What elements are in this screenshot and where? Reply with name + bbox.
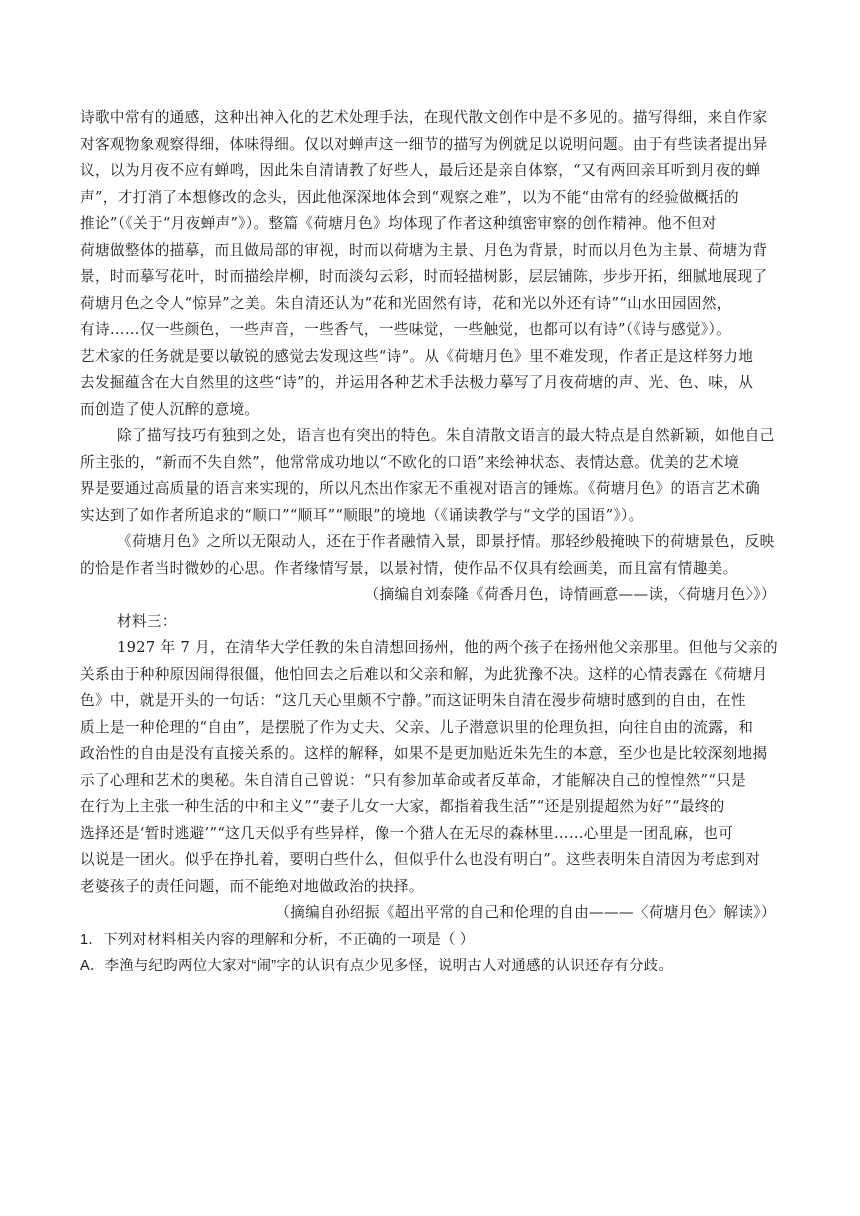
text-line: 以说是一团火。似乎在挣扎着，要明白些什么，但似乎什么也没有明白”。这些表明朱自清因为考虑到对 bbox=[80, 851, 761, 868]
text-line: 选择还是‘暂时逃避’”“这几天似乎有些异样，像一个猎人在无尽的森林里……心里是一团乱麻，也可 bbox=[80, 824, 734, 842]
text-line: 色》中，就是开头的一句话：“这几天心里颇不宁静。”而这证明朱自清在漫步荷塘时感到的自由，在性 bbox=[80, 692, 746, 709]
text-line: 实达到了如作者所追求的“顺口”“顺耳”“顺眼”的境地（《诵读教学与“文学的国语”》）。 bbox=[80, 506, 644, 524]
text-line: 政治性的自由是没有直接关系的。这样的解释，如果不是更加贴近朱先生的本意，至少也是比较深刻地揭 bbox=[80, 745, 768, 762]
text-line: 除了描写技巧有独到之处，语言也有突出的特色。朱自清散文语言的最大特点是自然新颖，如他自己 bbox=[117, 427, 775, 444]
text-line: 议，以为月夜不应有蝉鸣，因此朱自清请教了好些人，最后还是亲自体察，“又有两回亲耳听到月夜的蝉 bbox=[80, 162, 761, 179]
question-option-a: A．李渔与纪昀两位大家对“闹”字的认识有点少见多怪，说明古人对通感的认识还存有分歧。 bbox=[80, 958, 674, 974]
passage-paragraph-1 bbox=[80, 105, 780, 423]
text-line: 诗歌中常有的通感，这种出神入化的艺术处理手法，在现代散文创作中是不多见的。描写得细，来自作家 bbox=[80, 109, 768, 126]
text-line: 而创造了使人沉醉的意境。 bbox=[80, 400, 260, 418]
text-line: 有诗……仅一些颜色，一些声音，一些香气，一些味觉，一些触觉，也都可以有诗”（《诗与感觉》）。 bbox=[80, 321, 732, 338]
text-line: 示了心理和艺术的奥秘。朱自清自己曾说：“只有参加革命或者反革命，才能解决自己的惶惶然”“只是 bbox=[80, 771, 747, 789]
text-line: 质上是一种伦理的“自由”，是摆脱了作为丈夫、父亲、儿子潜意识里的伦理负担，向往自由的流露，和 bbox=[80, 718, 754, 736]
text-line: 去发掘蕴含在大自然里的这些“诗”的，并运用各种艺术手法极力摹写了月夜荷塘的声、光、色、味，从 bbox=[80, 374, 754, 391]
question-stem: 1．下列对材料相关内容的理解和分析，不正确的一项是（ ） bbox=[80, 931, 475, 948]
text-line: 关系由于种种原因闹得很僵，他怕回去之后难以和父亲和解，为此犹豫不决。这样的心情表露在《荷塘月 bbox=[80, 665, 768, 683]
source-citation: （摘编自孙绍振《超出平常的自己和伦理的自由———〈荷塘月色〉解读》） bbox=[275, 904, 776, 921]
text-line: 在行为上主张一种生活的中和主义”“妻子儿女一大家，都指着我生活”“还是别提超然为好”“最终的 bbox=[80, 798, 725, 815]
text-line: 荷塘月色之令人“惊异”之美。朱自清还认为“花和光固然有诗，花和光以外还有诗”“山水田园固然， bbox=[80, 294, 732, 312]
text-line: 艺术家的任务就是要以敏锐的感觉去发现这些“诗”。从《荷塘月色》里不难发现，作者正是这样努力地 bbox=[80, 347, 754, 365]
text-line: 所主张的，“新而不失自然”，他常常成功地以“不欧化的口语”来绘神状态、表情达意。优美的艺术境 bbox=[80, 453, 739, 471]
text-line: 的恰是作者当时微妙的心思。作者缘情写景，以景衬情，使作品不仅具有绘画美，而且富有情趣美。 bbox=[80, 559, 738, 577]
text-line: 《荷塘月色》之所以无限动人，还在于作者融情入景，即景抒情。那轻纱般掩映下的荷塘景色，反映 bbox=[117, 533, 775, 550]
text-line: 推论”（《关于“月夜蝉声”》）。整篇《荷塘月色》均体现了作者这种缜密审察的创作精神。他不但对 bbox=[80, 215, 717, 232]
text-line: 老婆孩子的责任问题，而不能绝对地做政治的抉择。 bbox=[80, 877, 424, 895]
passage-paragraph-2 bbox=[80, 423, 780, 529]
text-line: 景，时而摹写花叶，时而描绘岸柳，时而淡勾云彩，时而轻描树影，层层铺陈，步步开拓，细腻地展现了 bbox=[80, 268, 768, 285]
text-line: 对客观物象观察得细，体味得细。仅以对蝉声这一细节的描写为例就足以说明问题。由于有些读者提出异 bbox=[80, 135, 768, 153]
text-line: 1927 年 7 月，在清华大学任教的朱自清想回扬州，他的两个孩子在扬州他父亲那里。但他与父亲的 bbox=[117, 639, 778, 656]
text-line: 声”，才打消了本想修改的念头，因此他深深地体会到“观察之难”，以为不能“由常有的经验做概括的 bbox=[80, 188, 739, 206]
text-line: 荷塘做整体的描摹，而且做局部的审视，时而以荷塘为主景、月色为背景，时而以月色为主景、荷塘为背 bbox=[80, 241, 768, 259]
passage-paragraph-3 bbox=[80, 529, 780, 582]
material3-paragraph bbox=[80, 635, 780, 900]
material-heading: 材料三： bbox=[117, 612, 177, 630]
source-citation: （摘编自刘泰隆《荷香月色，诗情画意——读，〈荷塘月色〉》） bbox=[364, 586, 776, 603]
passage-body bbox=[80, 105, 780, 980]
text-line: 界是要通过高质量的语言来实现的，所以凡杰出作家无不重视对语言的锤炼。《荷塘月色》的语言艺术确 bbox=[80, 480, 761, 497]
